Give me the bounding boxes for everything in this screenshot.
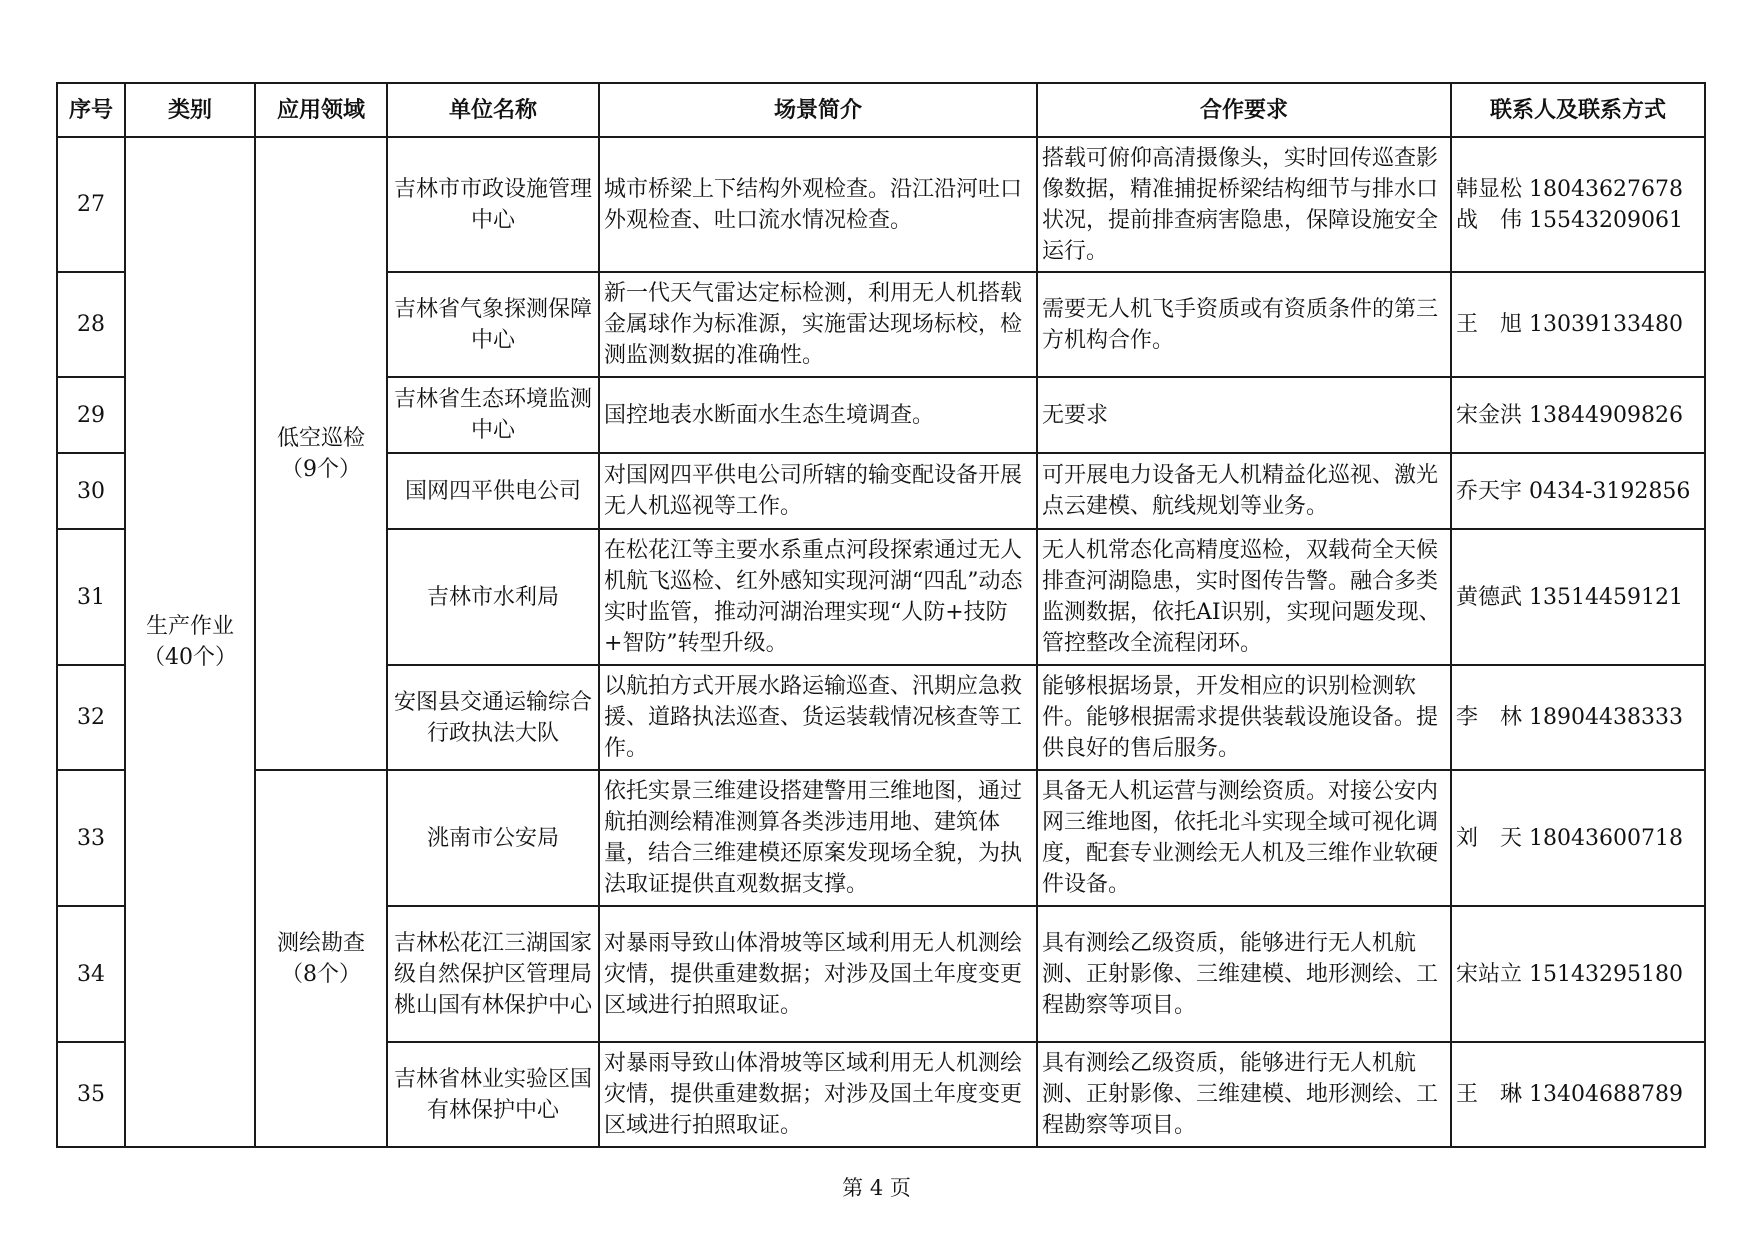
- contact-line: 李 林 18904438333: [1456, 705, 1683, 730]
- contact-cell: [1451, 377, 1705, 453]
- contact-line: 战 伟 15543209061: [1456, 207, 1683, 233]
- contact-line: 宋金洪 13844909826: [1456, 402, 1683, 428]
- contact-cell: [1451, 906, 1705, 1042]
- row-number: 31: [57, 529, 125, 665]
- scene-desc: 在松花江等主要水系重点河段探索通过无人机航飞巡检、红外感知实现河湖“四乱”动态实时监管，推动河湖治理实现“人防+技防+智防”转型升级。: [599, 529, 1037, 665]
- contact-line: 王 琳 13404688789: [1456, 1082, 1683, 1107]
- cooperation-req: 可开展电力设备无人机精益化巡视、激光点云建模、航线规划等业务。: [1037, 453, 1451, 529]
- unit-name: 国网四平供电公司: [387, 453, 599, 529]
- contact-cell: [1451, 137, 1705, 272]
- field-name: 低空巡检: [276, 425, 365, 451]
- field-cell-inspection: [255, 137, 387, 770]
- contact-cell: [1451, 1042, 1705, 1147]
- field-count: （9个）: [281, 456, 361, 482]
- unit-name: 安图县交通运输综合行政执法大队: [387, 665, 599, 770]
- unit-name: 吉林省林业实验区国有林保护中心: [387, 1042, 599, 1147]
- cooperation-req: 具备无人机运营与测绘资质。对接公安内网三维地图，依托北斗实现全域可视化调度，配套专业测绘无人机及三维作业软硬件设备。: [1037, 770, 1451, 906]
- scene-desc: 依托实景三维建设搭建警用三维地图，通过航拍测绘精准测算各类涉违用地、建筑体量，结合三维建模还原案发现场全貌，为执法取证提供直观数据支撑。: [599, 770, 1037, 906]
- unit-name: 洮南市公安局: [387, 770, 599, 906]
- field-count: （8个）: [281, 961, 361, 987]
- contact-cell: [1451, 453, 1705, 529]
- scene-desc: 城市桥梁上下结构外观检查。沿江沿河吐口外观检查、吐口流水情况检查。: [599, 137, 1037, 272]
- row-number: 30: [57, 453, 125, 529]
- unit-name: 吉林市水利局: [387, 529, 599, 665]
- cooperation-req: 具有测绘乙级资质，能够进行无人机航测、正射影像、三维建模、地形测绘、工程勘察等项目。: [1037, 1042, 1451, 1147]
- contact-line: 乔天宇 0434-3192856: [1456, 478, 1691, 504]
- scene-desc: 新一代天气雷达定标检测，利用无人机搭载金属球作为标准源，实施雷达现场标校，检测监测数据的准确性。: [599, 272, 1037, 377]
- cooperation-req: 需要无人机飞手资质或有资质条件的第三方机构合作。: [1037, 272, 1451, 377]
- contact-line: 刘 天 18043600718: [1456, 825, 1683, 851]
- row-number: 33: [57, 770, 125, 906]
- contact-cell: [1451, 272, 1705, 377]
- cooperation-req: 能够根据场景，开发相应的识别检测软件。能够根据需求提供装载设施设备。提供良好的售后服务。: [1037, 665, 1451, 770]
- header-category: 类别: [125, 83, 255, 137]
- scene-desc: 对暴雨导致山体滑坡等区域利用无人机测绘灾情，提供重建数据；对涉及国土年度变更区域进行拍照取证。: [599, 906, 1037, 1042]
- header-requirement: 合作要求: [1037, 83, 1451, 137]
- contact-cell: [1451, 770, 1705, 906]
- unit-name: 吉林市市政设施管理中心: [387, 137, 599, 272]
- row-number: 35: [57, 1042, 125, 1147]
- scene-desc: 以航拍方式开展水路运输巡查、汛期应急救援、道路执法巡查、货运装载情况核查等工作。: [599, 665, 1037, 770]
- contact-cell: [1451, 665, 1705, 770]
- table-row: [57, 770, 1705, 906]
- cooperation-req: 无人机常态化高精度巡检，双载荷全天候排查河湖隐患，实时图传告警。融合多类监测数据，依托AI识别，实现问题发现、管控整改全流程闭环。: [1037, 529, 1451, 665]
- page-number: 第 4 页: [842, 1176, 911, 1200]
- category-count: （40个）: [143, 645, 237, 670]
- contact-line: 王 旭 13039133480: [1456, 312, 1683, 337]
- category-name: 生产作业: [145, 614, 234, 639]
- contact-cell: [1451, 529, 1705, 665]
- scenario-table: [56, 82, 1706, 1148]
- header-contact: 联系人及联系方式: [1451, 83, 1705, 137]
- header-row: [57, 83, 1705, 137]
- unit-name: 吉林松花江三湖国家级自然保护区管理局桃山国有林保护中心: [387, 906, 599, 1042]
- category-cell: [125, 137, 255, 1147]
- field-cell-survey: [255, 770, 387, 1147]
- scene-desc: 国控地表水断面水生态生境调查。: [599, 377, 1037, 453]
- header-unit: 单位名称: [387, 83, 599, 137]
- field-name: 测绘勘查: [276, 930, 365, 956]
- cooperation-req: 具有测绘乙级资质，能够进行无人机航测、正射影像、三维建模、地形测绘、工程勘察等项目。: [1037, 906, 1451, 1042]
- contact-line: 黄德武 13514459121: [1456, 584, 1683, 610]
- row-number: 27: [57, 137, 125, 272]
- table-row: [57, 137, 1705, 272]
- header-scene: 场景简介: [599, 83, 1037, 137]
- contact-line: 韩显松 18043627678: [1456, 176, 1683, 202]
- row-number: 34: [57, 906, 125, 1042]
- header-field: 应用领域: [255, 83, 387, 137]
- scene-desc: 对暴雨导致山体滑坡等区域利用无人机测绘灾情，提供重建数据；对涉及国土年度变更区域进行拍照取证。: [599, 1042, 1037, 1147]
- unit-name: 吉林省生态环境监测中心: [387, 377, 599, 453]
- row-number: 29: [57, 377, 125, 453]
- row-number: 28: [57, 272, 125, 377]
- scene-desc: 对国网四平供电公司所辖的输变配设备开展无人机巡视等工作。: [599, 453, 1037, 529]
- header-seq: 序号: [57, 83, 125, 137]
- contact-line: 宋站立 15143295180: [1456, 961, 1683, 987]
- cooperation-req: 无要求: [1037, 377, 1451, 453]
- unit-name: 吉林省气象探测保障中心: [387, 272, 599, 377]
- row-number: 32: [57, 665, 125, 770]
- cooperation-req: 搭载可俯仰高清摄像头，实时回传巡查影像数据，精准捕捉桥梁结构细节与排水口状况，提前排查病害隐患，保障设施安全运行。: [1037, 137, 1451, 272]
